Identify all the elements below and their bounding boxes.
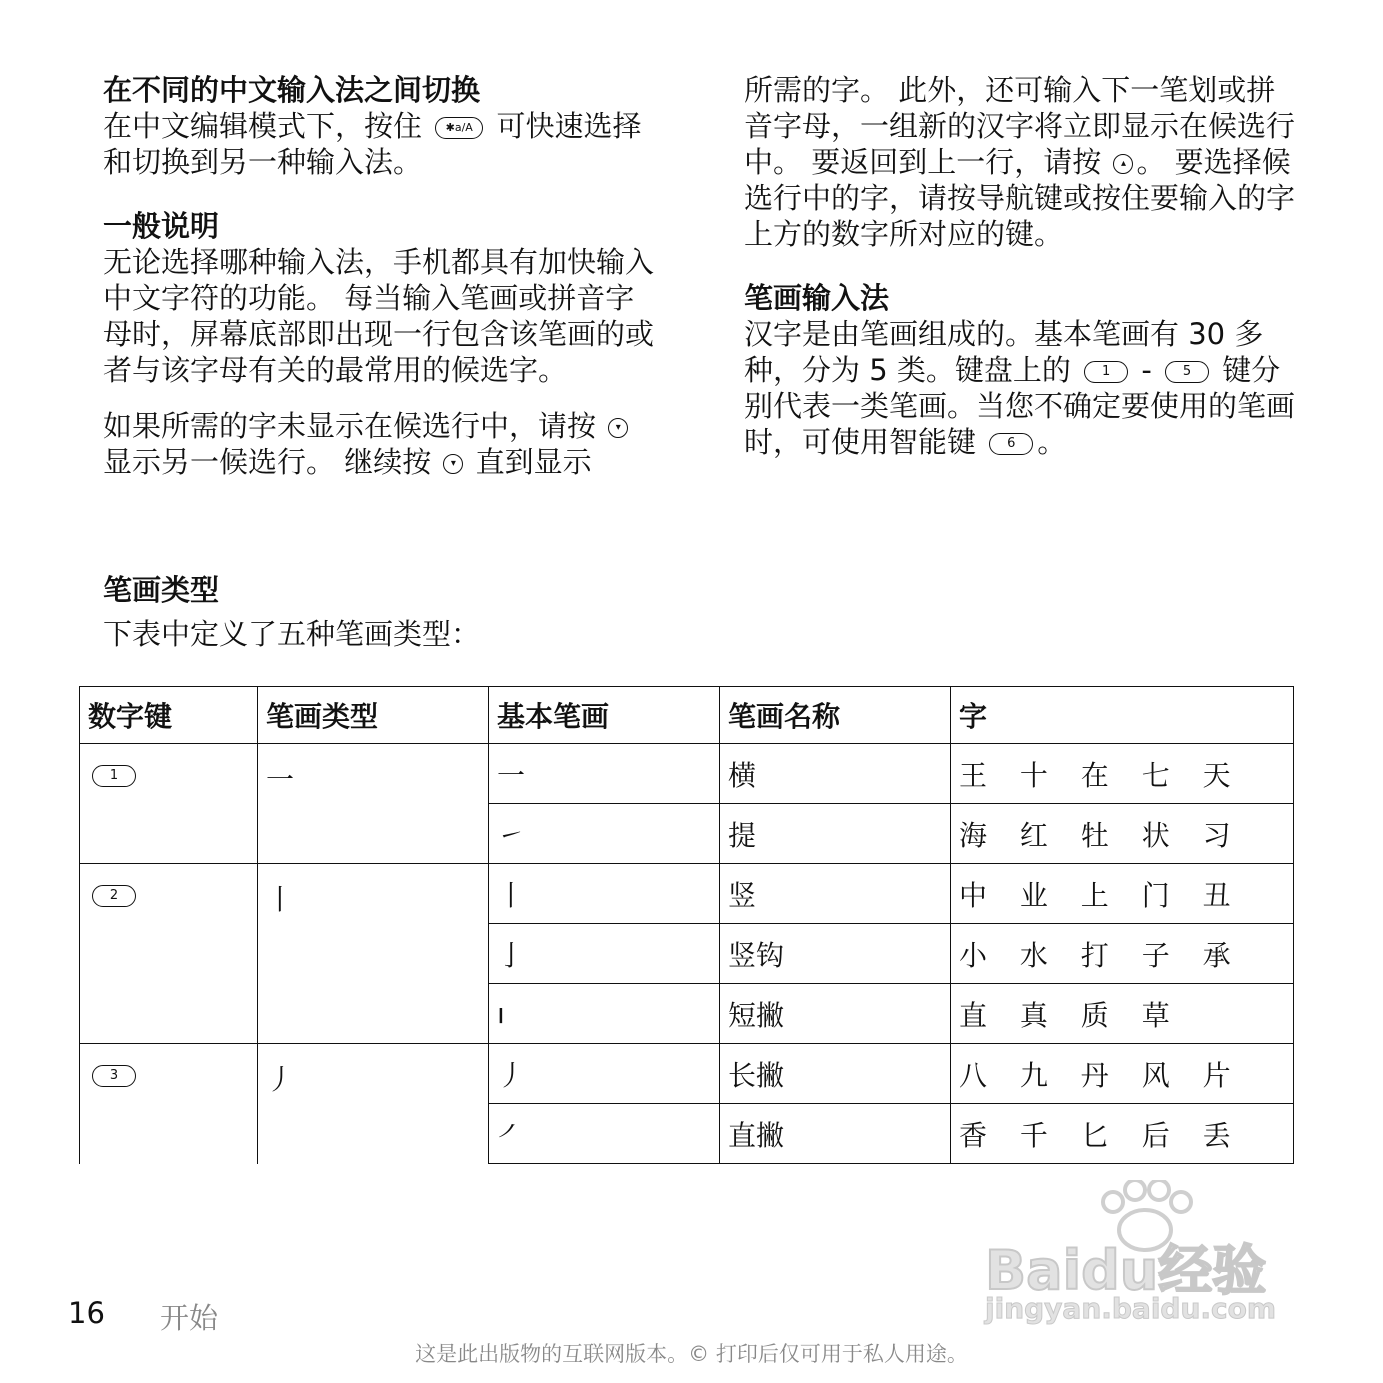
right-column [744, 72, 1304, 460]
key-3-icon: 3 [92, 1065, 136, 1087]
nav-down-icon: ▾ [443, 454, 463, 474]
nav-up-icon: ▴ [1113, 154, 1133, 174]
table-row [80, 1044, 1294, 1104]
header-cell: 笔画类型 [258, 687, 489, 744]
stroke-types-intro: 下表中定义了五种笔画类型： [103, 617, 481, 651]
watermark-url: jingyan.baidu.com [985, 1292, 1277, 1325]
basic-stroke-cell: 丨 [489, 864, 720, 924]
key-1-icon: 1 [1084, 361, 1128, 383]
paragraph-general: 无论选择哪种输入法，手机都具有加快输入中文字符的功能。 每当输入笔画或拼音字母时，屏幕底部即出现一行包含该笔画的或者与该字母有关的最常用的候选字。 [103, 245, 655, 387]
text-fragment: 可快速选择和切换到另一种输入法。 [103, 109, 642, 179]
paragraph-candidate [103, 408, 663, 480]
stroke-type-cell: 丨 [258, 864, 489, 1044]
watermark-brand: Baidu经验 [985, 1239, 1267, 1302]
characters-cell: 王 十 在 七 天 [951, 744, 1294, 804]
basic-stroke-cell: ㇀ [489, 804, 720, 864]
key-2-icon: 2 [92, 885, 136, 907]
copyright-notice: 这是此出版物的互联网版本。© 打印后仅可用于私人用途。 [415, 1342, 968, 1366]
footer-section-title: 开始 [160, 1301, 219, 1335]
characters-cell: 中 业 上 门 丑 [951, 864, 1294, 924]
paragraph-switch-input [103, 108, 663, 180]
page-number: 16 [68, 1296, 105, 1330]
text-fragment: 。 [1037, 425, 1067, 459]
nav-down-icon: ▾ [608, 418, 628, 438]
stroke-name-cell: 长撇 [720, 1044, 951, 1104]
header-cell: 基本笔画 [489, 687, 720, 744]
characters-cell: 直 真 质 草 [951, 984, 1294, 1044]
header-cell: 数字键 [80, 687, 258, 744]
key-cell [80, 744, 258, 864]
key-1-icon: 1 [92, 765, 136, 787]
table-header-row [80, 687, 1294, 744]
header-cell: 字 [951, 687, 1294, 744]
stroke-type-cell: 一 [258, 744, 489, 864]
heading-stroke-input: 笔画输入法 [744, 281, 890, 315]
heading-stroke-types: 笔画类型 [103, 573, 220, 607]
stroke-name-cell: 直撇 [720, 1104, 951, 1164]
stroke-table [79, 686, 1294, 1164]
stroke-name-cell: 横 [720, 744, 951, 804]
key-6-icon: 6 [989, 433, 1033, 455]
stroke-name-cell: 提 [720, 804, 951, 864]
dash: - [1141, 353, 1152, 387]
table-row [80, 744, 1294, 804]
heading-switch-input: 在不同的中文输入法之间切换 [103, 73, 481, 107]
text-fragment: 如果所需的字未显示在候选行中，请按 [103, 409, 597, 443]
text-fragment: 在中文编辑模式下，按住 [103, 109, 423, 143]
text-fragment: 所需的字。 此外，还可输入下一笔划或拼音字母，一组新的汉字将立即显示在候选行中。 要返回到上一行，请按 [744, 73, 1296, 179]
star-key-icon: ✱a/A [435, 117, 483, 139]
characters-cell: 小 水 打 子 承 [951, 924, 1294, 984]
stroke-name-cell: 竖 [720, 864, 951, 924]
left-column [103, 72, 663, 480]
text-fragment: 汉字是由笔画组成的。基本笔画有 30 多种，分为 5 类。键盘上的 [744, 317, 1264, 387]
characters-cell: 海 红 牡 状 习 [951, 804, 1294, 864]
stroke-name-cell: 短撇 [720, 984, 951, 1044]
stroke-types-section [103, 572, 480, 652]
basic-stroke-cell: ı [489, 984, 720, 1044]
text-fragment: 键分别代表一类笔画。当您不确定要使用的笔画时，可使用智能键 [744, 353, 1296, 459]
characters-cell: 香 千 匕 后 丢 [951, 1104, 1294, 1164]
baidu-watermark [985, 1180, 1305, 1330]
text-fragment: 。 要选择候选行中的字，请按导航键或按住要输入的字上方的数字所对应的键。 [744, 145, 1296, 251]
header-cell: 笔画名称 [720, 687, 951, 744]
text-fragment: 显示另一候选行。 继续按 [103, 445, 432, 479]
stroke-type-cell: 丿 [258, 1044, 489, 1164]
paragraph-stroke-input [744, 316, 1304, 460]
basic-stroke-cell: 一 [489, 744, 720, 804]
key-cell [80, 1044, 258, 1164]
characters-cell: 八 九 丹 风 片 [951, 1044, 1294, 1104]
basic-stroke-cell: 丿 [489, 1044, 720, 1104]
stroke-name-cell: 竖钩 [720, 924, 951, 984]
heading-general: 一般说明 [103, 209, 220, 243]
key-5-icon: 5 [1165, 361, 1209, 383]
paragraph-continue [744, 72, 1304, 252]
key-cell [80, 864, 258, 1044]
basic-stroke-cell: 亅 [489, 924, 720, 984]
table-row [80, 864, 1294, 924]
basic-stroke-cell: ㇒ [489, 1104, 720, 1164]
text-fragment: 直到显示 [475, 445, 592, 479]
